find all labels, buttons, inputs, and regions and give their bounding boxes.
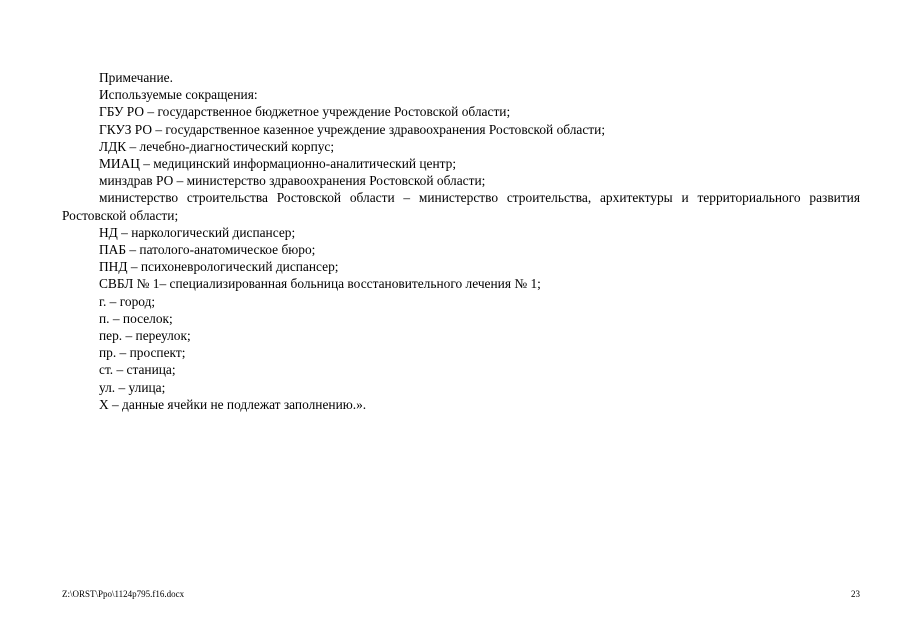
document-body	[62, 69, 860, 413]
abbreviation-item: Х – данные ячейки не подлежат заполнению.».	[99, 396, 367, 412]
note-heading: Примечание.	[99, 70, 173, 85]
abbreviation-item: МИАЦ – медицинский информационно-аналитический центр;	[99, 156, 457, 172]
abbreviation-item: министерство строительства Ростовской области – министерство строительства, архитектуры и территориального развития Ростовской области;	[62, 190, 860, 223]
abbreviation-item: СВБЛ № 1– специализированная больница восстановительного лечения № 1;	[99, 276, 541, 292]
abbreviation-item: ПНД – психоневрологический диспансер;	[99, 259, 339, 275]
abbreviation-item: пер. – переулок;	[99, 328, 191, 344]
abbreviation-item: ГКУЗ РО – государственное казенное учреждение здравоохранения Ростовской области;	[99, 121, 606, 137]
abbreviation-item: п. – поселок;	[99, 310, 173, 326]
abbreviation-item: НД – наркологический диспансер;	[99, 224, 296, 240]
abbreviation-item: пр. – проспект;	[99, 345, 186, 361]
abbreviations-heading: Используемые сокращения:	[99, 87, 258, 103]
abbreviation-item: минздрав РО – министерство здравоохранения Ростовской области;	[99, 173, 486, 189]
abbreviation-item: ГБУ РО – государственное бюджетное учреждение Ростовской области;	[99, 104, 511, 120]
abbreviation-item: ПАБ – патолого-анатомическое бюро;	[99, 242, 316, 258]
abbreviation-item: ЛДК – лечебно-диагностический корпус;	[99, 138, 335, 154]
abbreviation-item: ст. – станица;	[99, 362, 176, 378]
footer-page-number: 23	[851, 589, 860, 599]
abbreviation-item: г. – город;	[99, 293, 156, 309]
footer-file-path: Z:\ORST\Ppo\1124p795.f16.docx	[62, 589, 185, 599]
abbreviation-item: ул. – улица;	[99, 379, 166, 395]
